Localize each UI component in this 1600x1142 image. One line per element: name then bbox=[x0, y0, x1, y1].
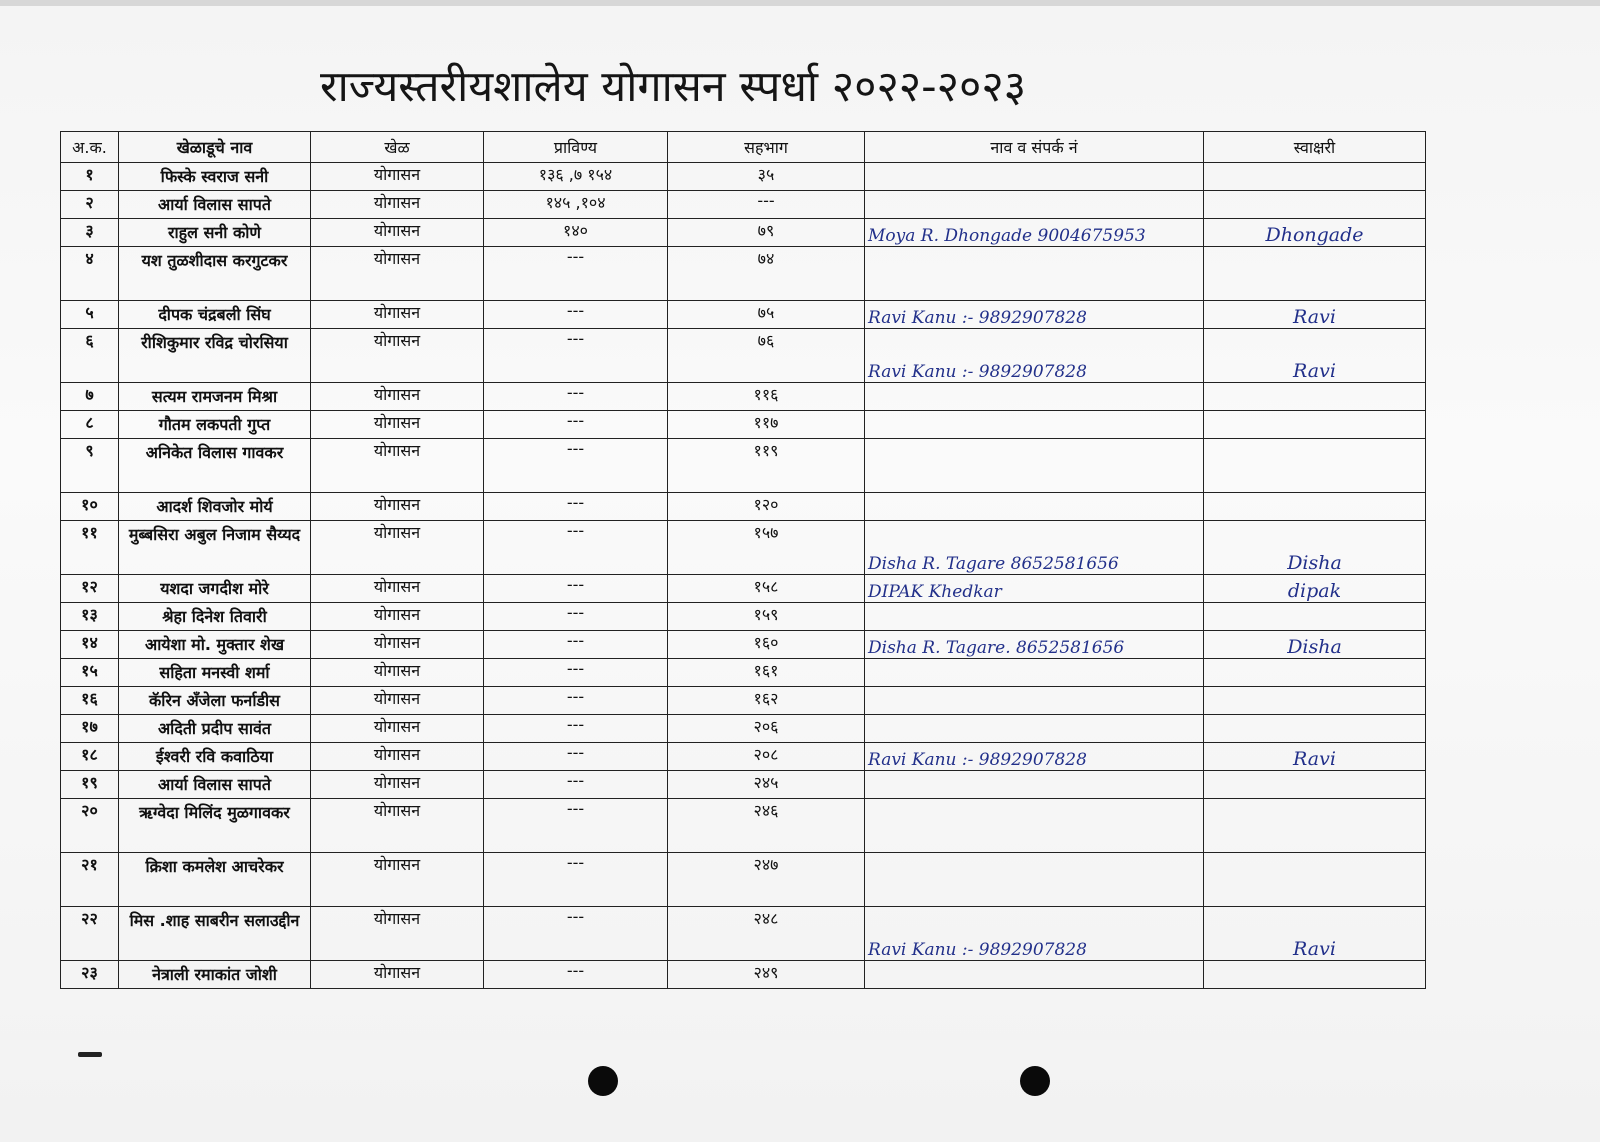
player-name-cell: आर्या विलास सापते bbox=[119, 191, 311, 219]
serial-cell: ५ bbox=[61, 301, 119, 329]
player-name-cell: फिस्के स्वराज सनी bbox=[119, 163, 311, 191]
participation-cell: २४६ bbox=[668, 799, 865, 853]
contact-cell: Ravi Kanu :- 9892907828 bbox=[865, 329, 1204, 383]
sport-cell: योगासन bbox=[311, 411, 484, 439]
signature-cell: Disha bbox=[1204, 521, 1426, 575]
signature-cell bbox=[1204, 493, 1426, 521]
serial-cell: १५ bbox=[61, 659, 119, 687]
participants-table bbox=[60, 131, 1426, 989]
contact-cell bbox=[865, 659, 1204, 687]
serial-cell: ७ bbox=[61, 383, 119, 411]
player-name-cell: रीशिकुमार रविद्र चोरसिया bbox=[119, 329, 311, 383]
table-row bbox=[61, 715, 1426, 743]
participation-cell: ७५ bbox=[668, 301, 865, 329]
signature-cell bbox=[1204, 191, 1426, 219]
signature-cell: Ravi bbox=[1204, 329, 1426, 383]
serial-cell: ८ bbox=[61, 411, 119, 439]
contact-cell bbox=[865, 411, 1204, 439]
serial-cell: १२ bbox=[61, 575, 119, 603]
participation-cell: २४७ bbox=[668, 853, 865, 907]
player-name-cell: आदर्श शिवजोर मोर्य bbox=[119, 493, 311, 521]
merit-cell: --- bbox=[484, 659, 668, 687]
sport-cell: योगासन bbox=[311, 715, 484, 743]
participation-cell: १६१ bbox=[668, 659, 865, 687]
header-signature: स्वाक्षरी bbox=[1204, 132, 1426, 163]
participation-cell: २०६ bbox=[668, 715, 865, 743]
contact-cell bbox=[865, 439, 1204, 493]
sport-cell: योगासन bbox=[311, 961, 484, 989]
merit-cell: १३६ ,७ १५४ bbox=[484, 163, 668, 191]
player-name-cell: श्रेहा दिनेश तिवारी bbox=[119, 603, 311, 631]
contact-cell bbox=[865, 715, 1204, 743]
table-row bbox=[61, 163, 1426, 191]
participation-cell: २४८ bbox=[668, 907, 865, 961]
table-row bbox=[61, 853, 1426, 907]
merit-cell: --- bbox=[484, 907, 668, 961]
contact-cell: Ravi Kanu :- 9892907828 bbox=[865, 907, 1204, 961]
table-row bbox=[61, 687, 1426, 715]
merit-cell: --- bbox=[484, 961, 668, 989]
signature-cell bbox=[1204, 771, 1426, 799]
player-name-cell: अदिती प्रदीप सावंत bbox=[119, 715, 311, 743]
serial-cell: ९ bbox=[61, 439, 119, 493]
contact-cell bbox=[865, 163, 1204, 191]
table-row bbox=[61, 247, 1426, 301]
signature-cell: dipak bbox=[1204, 575, 1426, 603]
sport-cell: योगासन bbox=[311, 493, 484, 521]
participation-cell: १२० bbox=[668, 493, 865, 521]
contact-cell bbox=[865, 687, 1204, 715]
merit-cell: --- bbox=[484, 493, 668, 521]
contact-cell bbox=[865, 853, 1204, 907]
sport-cell: योगासन bbox=[311, 301, 484, 329]
sport-cell: योगासन bbox=[311, 631, 484, 659]
participation-cell: ११७ bbox=[668, 411, 865, 439]
signature-cell bbox=[1204, 961, 1426, 989]
serial-cell: ११ bbox=[61, 521, 119, 575]
contact-cell bbox=[865, 383, 1204, 411]
participation-cell: १५७ bbox=[668, 521, 865, 575]
header-serial: अ.क. bbox=[61, 132, 119, 163]
signature-cell bbox=[1204, 383, 1426, 411]
merit-cell: १४५ ,१०४ bbox=[484, 191, 668, 219]
table-row bbox=[61, 743, 1426, 771]
sport-cell: योगासन bbox=[311, 219, 484, 247]
merit-cell: --- bbox=[484, 799, 668, 853]
participation-cell: --- bbox=[668, 191, 865, 219]
participation-cell: ७४ bbox=[668, 247, 865, 301]
signature-cell: Ravi bbox=[1204, 301, 1426, 329]
sport-cell: योगासन bbox=[311, 191, 484, 219]
table-row bbox=[61, 191, 1426, 219]
merit-cell: --- bbox=[484, 603, 668, 631]
signature-cell bbox=[1204, 247, 1426, 301]
contact-cell bbox=[865, 961, 1204, 989]
contact-cell bbox=[865, 493, 1204, 521]
serial-cell: १३ bbox=[61, 603, 119, 631]
sport-cell: योगासन bbox=[311, 575, 484, 603]
table-row bbox=[61, 631, 1426, 659]
serial-cell: २१ bbox=[61, 853, 119, 907]
merit-cell: --- bbox=[484, 631, 668, 659]
table-row bbox=[61, 799, 1426, 853]
player-name-cell: यश तुळशीदास करगुटकर bbox=[119, 247, 311, 301]
contact-cell bbox=[865, 771, 1204, 799]
serial-cell: १६ bbox=[61, 687, 119, 715]
participation-cell: ११९ bbox=[668, 439, 865, 493]
table-row bbox=[61, 301, 1426, 329]
merit-cell: --- bbox=[484, 743, 668, 771]
player-name-cell: आर्या विलास सापते bbox=[119, 771, 311, 799]
signature-cell: Disha bbox=[1204, 631, 1426, 659]
pen-mark bbox=[78, 1052, 102, 1057]
participation-cell: ७९ bbox=[668, 219, 865, 247]
sport-cell: योगासन bbox=[311, 329, 484, 383]
page-title: राज्यस्तरीयशालेय योगासन स्पर्धा २०२२-२०२३ bbox=[320, 62, 1027, 112]
merit-cell: --- bbox=[484, 687, 668, 715]
participation-cell: २४५ bbox=[668, 771, 865, 799]
contact-cell: Ravi Kanu :- 9892907828 bbox=[865, 743, 1204, 771]
serial-cell: ४ bbox=[61, 247, 119, 301]
serial-cell: १० bbox=[61, 493, 119, 521]
participation-cell: १५९ bbox=[668, 603, 865, 631]
table-row bbox=[61, 659, 1426, 687]
signature-cell: Dhongade bbox=[1204, 219, 1426, 247]
merit-cell: --- bbox=[484, 771, 668, 799]
signature-cell bbox=[1204, 715, 1426, 743]
participation-cell: १५८ bbox=[668, 575, 865, 603]
sport-cell: योगासन bbox=[311, 743, 484, 771]
player-name-cell: आयेशा मो. मुक्तार शेख bbox=[119, 631, 311, 659]
table-row bbox=[61, 439, 1426, 493]
merit-cell: --- bbox=[484, 247, 668, 301]
table-row bbox=[61, 603, 1426, 631]
sport-cell: योगासन bbox=[311, 853, 484, 907]
player-name-cell: मिस .शाह साबरीन सलाउद्दीन bbox=[119, 907, 311, 961]
player-name-cell: ऋग्वेदा मिलिंद मुळगावकर bbox=[119, 799, 311, 853]
sport-cell: योगासन bbox=[311, 771, 484, 799]
serial-cell: ६ bbox=[61, 329, 119, 383]
participation-cell: २०८ bbox=[668, 743, 865, 771]
serial-cell: २३ bbox=[61, 961, 119, 989]
contact-cell: Ravi Kanu :- 9892907828 bbox=[865, 301, 1204, 329]
participation-cell: १६० bbox=[668, 631, 865, 659]
contact-cell bbox=[865, 603, 1204, 631]
sport-cell: योगासन bbox=[311, 799, 484, 853]
participation-cell: २४९ bbox=[668, 961, 865, 989]
header-merit: प्राविण्य bbox=[484, 132, 668, 163]
table-row bbox=[61, 907, 1426, 961]
contact-cell: DIPAK Khedkar bbox=[865, 575, 1204, 603]
sport-cell: योगासन bbox=[311, 163, 484, 191]
serial-cell: २ bbox=[61, 191, 119, 219]
merit-cell: --- bbox=[484, 301, 668, 329]
table-row bbox=[61, 383, 1426, 411]
header-player-name: खेळाडूचे नाव bbox=[119, 132, 311, 163]
paper-top-edge bbox=[0, 0, 1600, 6]
signature-cell bbox=[1204, 163, 1426, 191]
signature-cell bbox=[1204, 659, 1426, 687]
table-row bbox=[61, 219, 1426, 247]
contact-cell: Disha R. Tagare. 8652581656 bbox=[865, 631, 1204, 659]
contact-cell: Moya R. Dhongade 9004675953 bbox=[865, 219, 1204, 247]
player-name-cell: नेत्राली रमाकांत जोशी bbox=[119, 961, 311, 989]
merit-cell: --- bbox=[484, 383, 668, 411]
participation-cell: ११६ bbox=[668, 383, 865, 411]
player-name-cell: क्रिशा कमलेश आचरेकर bbox=[119, 853, 311, 907]
merit-cell: --- bbox=[484, 411, 668, 439]
table-row bbox=[61, 411, 1426, 439]
punch-hole-right bbox=[1020, 1066, 1050, 1096]
sport-cell: योगासन bbox=[311, 521, 484, 575]
header-sport: खेळ bbox=[311, 132, 484, 163]
merit-cell: --- bbox=[484, 521, 668, 575]
table-row bbox=[61, 575, 1426, 603]
participation-cell: ७६ bbox=[668, 329, 865, 383]
table-row bbox=[61, 961, 1426, 989]
player-name-cell: राहुल सनी कोणे bbox=[119, 219, 311, 247]
signature-cell bbox=[1204, 411, 1426, 439]
serial-cell: ३ bbox=[61, 219, 119, 247]
merit-cell: --- bbox=[484, 329, 668, 383]
punch-hole-left bbox=[588, 1066, 618, 1096]
player-name-cell: दीपक चंद्रबली सिंघ bbox=[119, 301, 311, 329]
player-name-cell: मुब्बसिरा अबुल निजाम सैय्यद bbox=[119, 521, 311, 575]
contact-cell: Disha R. Tagare 8652581656 bbox=[865, 521, 1204, 575]
merit-cell: १४० bbox=[484, 219, 668, 247]
participation-cell: १६२ bbox=[668, 687, 865, 715]
contact-cell bbox=[865, 191, 1204, 219]
sport-cell: योगासन bbox=[311, 439, 484, 493]
signature-cell: Ravi bbox=[1204, 907, 1426, 961]
serial-cell: २२ bbox=[61, 907, 119, 961]
serial-cell: १९ bbox=[61, 771, 119, 799]
sport-cell: योगासन bbox=[311, 659, 484, 687]
serial-cell: १८ bbox=[61, 743, 119, 771]
player-name-cell: यशदा जगदीश मोरे bbox=[119, 575, 311, 603]
table-row bbox=[61, 329, 1426, 383]
merit-cell: --- bbox=[484, 853, 668, 907]
contact-cell bbox=[865, 247, 1204, 301]
header-contact: नाव व संपर्क नं bbox=[865, 132, 1204, 163]
serial-cell: १ bbox=[61, 163, 119, 191]
table-row bbox=[61, 493, 1426, 521]
player-name-cell: सत्यम रामजनम मिश्रा bbox=[119, 383, 311, 411]
signature-cell bbox=[1204, 853, 1426, 907]
player-name-cell: अनिकेत विलास गावकर bbox=[119, 439, 311, 493]
contact-cell bbox=[865, 799, 1204, 853]
signature-cell: Ravi bbox=[1204, 743, 1426, 771]
signature-cell bbox=[1204, 687, 1426, 715]
sport-cell: योगासन bbox=[311, 383, 484, 411]
sport-cell: योगासन bbox=[311, 687, 484, 715]
table-header-row bbox=[61, 132, 1426, 163]
participation-cell: ३५ bbox=[668, 163, 865, 191]
table-row bbox=[61, 521, 1426, 575]
sport-cell: योगासन bbox=[311, 247, 484, 301]
signature-cell bbox=[1204, 799, 1426, 853]
sport-cell: योगासन bbox=[311, 907, 484, 961]
signature-cell bbox=[1204, 603, 1426, 631]
serial-cell: २० bbox=[61, 799, 119, 853]
header-participation: सहभाग bbox=[668, 132, 865, 163]
merit-cell: --- bbox=[484, 575, 668, 603]
table-row bbox=[61, 771, 1426, 799]
player-name-cell: सहिता मनस्वी शर्मा bbox=[119, 659, 311, 687]
merit-cell: --- bbox=[484, 439, 668, 493]
player-name-cell: ईश्वरी रवि कवाठिया bbox=[119, 743, 311, 771]
merit-cell: --- bbox=[484, 715, 668, 743]
sport-cell: योगासन bbox=[311, 603, 484, 631]
player-name-cell: गौतम लकपती गुप्त bbox=[119, 411, 311, 439]
serial-cell: १४ bbox=[61, 631, 119, 659]
player-name-cell: कॅरिन अँजेला फर्नाडीस bbox=[119, 687, 311, 715]
serial-cell: १७ bbox=[61, 715, 119, 743]
signature-cell bbox=[1204, 439, 1426, 493]
